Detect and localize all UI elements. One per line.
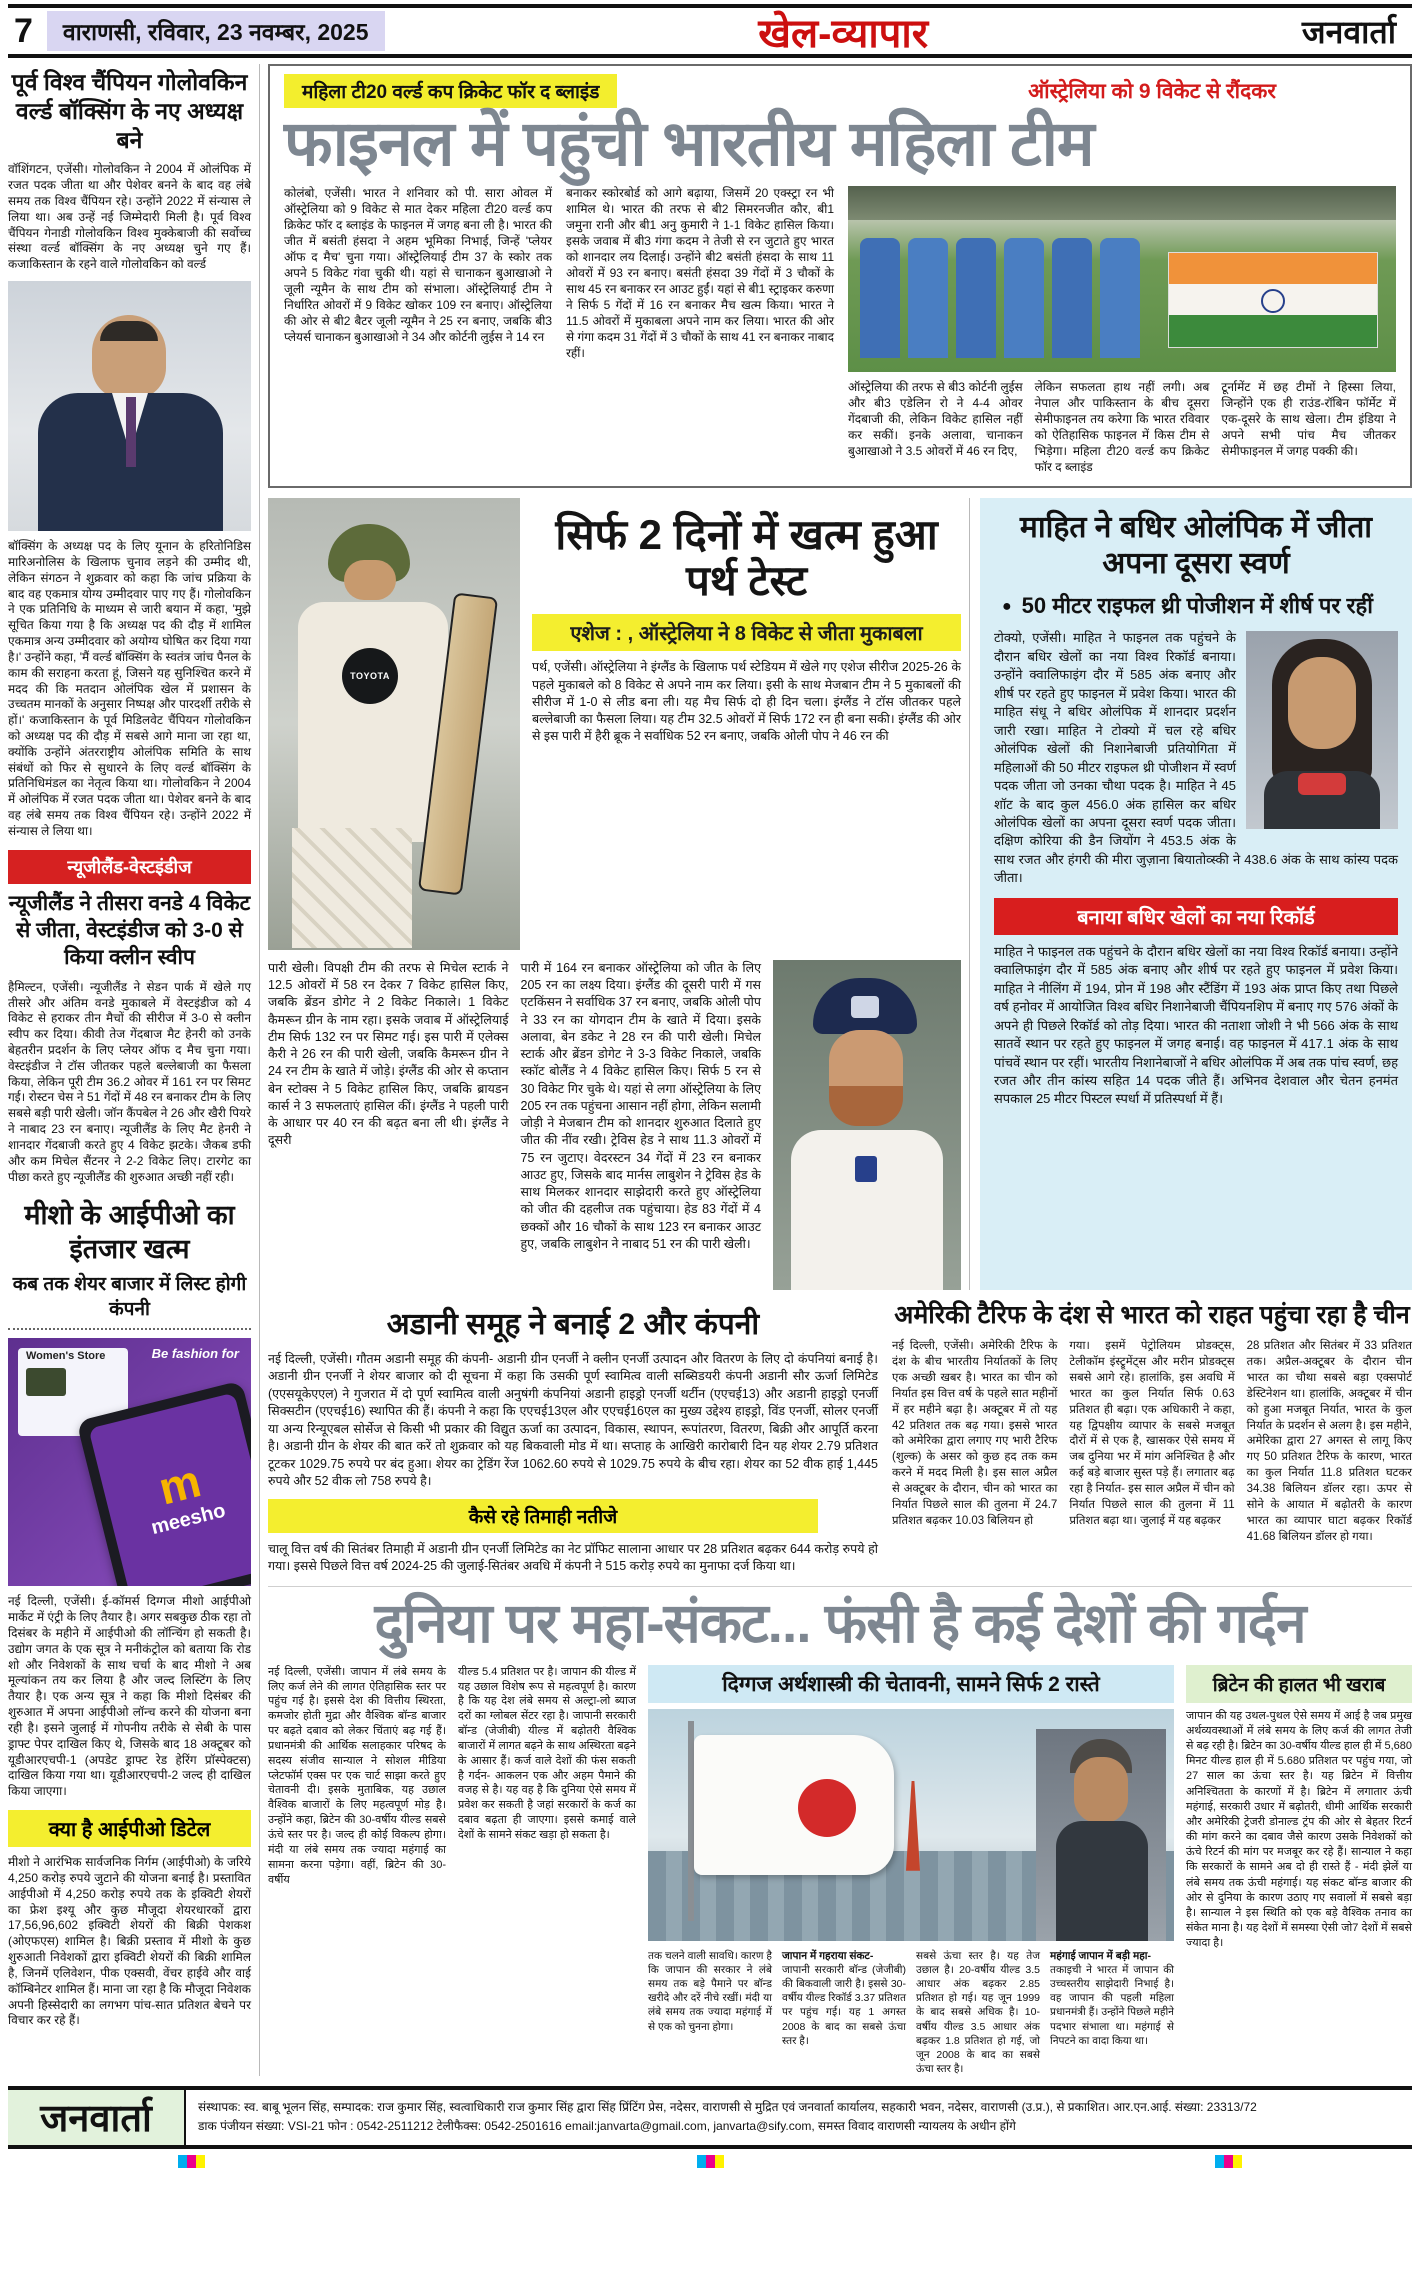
footer-line-2: डाक पंजीयन संख्या: VSI-21 फोन : 0542-2511212 टेलीफैक्स: 0542-2501616 email:janvarta@gmail.com, janvarta@sify.com, समस्त विवाद वाराणसी न्यायलय के अधीन होंगे: [198, 2119, 1016, 2134]
golovkin-body-1: वॉशिंगटन, एजेंसी। गोलोवकिन ने 2004 में ओलंपिक में रजत पदक जीता था और पेशेवर बनने के बाद वह लंबे समय तक विश्व चैंपियन रहे। उन्होंने 2022 में संन्यास ले लिया था। अब उन्हें नई जिम्मेदारी मिली है। पूर्व विश्व चैंपियन गेनाडी गोलोवकिन विश्व मुक्केबाजी की सर्वोच्च संस्था वर्ल्ड बॉक्सिंग के नए अध्यक्ष चुने गए हैं। कजाकिस्तान के रहने वाले गोलोवकिन को वर्ल्ड: [8, 162, 251, 272]
crisis-japan-col-b: [782, 1949, 906, 2077]
britain-header: ब्रिटेन की हालत भी खराब: [1186, 1665, 1412, 1703]
cmyk-mark-icon: [178, 2155, 205, 2168]
golovkin-body-2: बॉक्सिंग के अध्यक्ष पद के लिए यूनान के हरितोनिडिस मारिअनोलिस के खिलाफ चुनाव लड़ने की उम्मीद थी, लेकिन संगठन ने शुक्रवार को कहा कि जांच प्रक्रिया के बाद वह एकमात्र योग्य उम्मीदवार पाए गए हैं। गोलोवकिन ने एक प्रतिनिधि के माध्यम से जारी बयान में कहा, 'मुझे सूचित किया गया है कि अध्यक्ष पद की दौड़ में शामिल एकमात्र अन्य उम्मीदवार को अयोग्य घोषित कर दिया गया है।' उन्होंने कहा, 'मैं वर्ल्ड बॉक्सिंग के स्वतंत्र जांच पैनल के काम की सराहना करता हूं, जिसने यह सुनिश्चित करने में मदद की कि मतदान ओलंपिक खेल में प्रशासन के उच्चतम मानकों के अनुसार निष्पक्ष और पारदर्शी तरीके से हों।' कजाकिस्तान के पूर्व मिडिलवेट चैंपियन गोलोवकिन को अध्यक्ष पद की दौड़ में सबसे आगे माना जा रहा था, क्योंकि उन्होंने अंतरराष्ट्रीय ओलंपिक समिति के साथ संबंधों को फिर से सुधारने के लिए वर्ल्ड बॉक्सिंग के प्रतिनिधिमंडल का नेतृत्व किया था। गोलोवकिन ने 2004 में ओलंपिक में रजत पदक जीता था। पेशेवर बनने के बाद वह लंबे समय तक विश्व चैंपियन रहे। उन्होंने 2022 में संन्यास ले लिया था।: [8, 539, 251, 838]
batsman-pads: [292, 828, 412, 948]
mahit-headline: माहित ने बधिर ओलंपिक में जीता अपना दूसरा स्वर्ण: [1019, 510, 1373, 580]
page-header: [8, 4, 1412, 58]
footer-line-1: संस्थापक: स्व. बाबू भूलन सिंह, सम्पादक: राज कुमार सिंह, स्वत्वाधिकारी राज कुमार सिंह द्वारा सिंह प्रिंटिंग प्रेस, नदेसर, वाराणसी से मुद्रित एवं जनवार्ता कार्यालय, सहकारी भवन, नदेसर, वाराणसी (उ.प्र.), से प्रकाशित। आर.एन.आई. संख्या: 23313/72: [198, 2100, 1257, 2115]
mahit-body-2: माहित ने फाइनल तक पहुंचने के दौरान बधिर खेलों का नया विश्व रिकॉर्ड बनाया। उन्होंने क्वालिफाइंग दौर में 585 अंक बनाए और शीर्ष पर रहते हुए फाइनल में प्रवेश किया। माहित ने नीलिंग में 194, प्रोन में 198 और स्टैंडिंग में 193 अंक प्राप्त किए तथा पिछले वर्ष हनोवर में आयोजित विश्व बधिर निशानेबाजी चैंपियनशिप में बनाए गए 576 अंकों के अपने ही पिछले रिकॉर्ड को तोड़ दिया। भारत की नताशा जोशी ने भी 566 अंक के साथ सातवें स्थान पर रहते हुए फाइनल में जगह बनाई। वह फाइनल में 417.1 अंक के साथ पांचवें स्थान पर रहीं। भारतीय निशानेबाजों ने बधिर ओलंपिक में अब तक पांच स्वर्ण, छह रजत और तीन कांस्य सहित 14 पदक जीते हैं। अभिनव देशवाल और चेतन हनमंत सपकाल 25 मीटर पिस्टल स्पर्धा में प्रतिस्पर्धा में हैं।: [994, 943, 1398, 1107]
golovkin-tie: [126, 397, 136, 467]
japan-flag: [694, 1735, 894, 1875]
dateline: वाराणसी, रविवार, 23 नवम्बर, 2025: [47, 11, 385, 51]
registration-marks: [8, 2149, 1412, 2168]
article-perth-test: [268, 498, 970, 1290]
golovkin-headline: पूर्व विश्व चैंपियन गोलोवकिन वर्ल्ड बॉक्सिंग के नए अध्यक्ष बने: [11, 69, 248, 153]
cricket-headline: फाइनल में पहुंची भारतीय महिला टीम: [284, 109, 1094, 179]
adani-results-header: कैसे रहे तिमाही नतीजे: [268, 1499, 818, 1533]
cricket-kicker-row: [284, 74, 1396, 108]
batsman-shirt: [298, 602, 448, 842]
mahit-collar: [1298, 773, 1346, 795]
adani-headline: अडानी समूह ने बनाई 2 और कंपनी: [386, 1307, 760, 1341]
meesho-subhead: कब तक शेयर बाजार में लिस्ट होगी कंपनी: [8, 1273, 251, 1330]
meesho-banner-label: Be fashion for: [151, 1346, 239, 1362]
photo-india-women-team: [848, 186, 1396, 372]
cricket-col-4: लेकिन सफलता हाथ नहीं लगी। अब नेपाल और पाकिस्तान के बीच दूसरा सेमीफाइनल तय करेगा कि भारत रविवार को ऐतिहासिक फाइनल में किस टीम से भिड़ेगा। महिला टी20 वर्ल्ड कप क्रिकेट फॉर द ब्लाइंड: [1034, 380, 1210, 475]
crisis-center: [648, 1665, 1174, 2077]
tariff-col-3: 28 प्रतिशत और सितंबर में 33 प्रतिशत तक। अप्रैल-अक्टूबर के दौरान चीन भारत का चौथा सबसे बड़ा एक्सपोर्ट डेस्टिनेशन था। हालांकि, अक्टूबर में चीन को हुआ मजबूत निर्यात, भारत के कुल निर्यात के प्रदर्शन से अलग है। इस महीने, अमेरिका द्वारा 27 अगस्त से लागू किए गए 50 प्रतिशत टैरिफ के कारण, भारत का कुल निर्यात 11.8 प्रतिशत घटकर 34.38 बिलियन डॉलर रहा। ऊपर से सोने के आयात में बढ़ोतरी के कारण भारत का व्यापार घाटा बढ़कर रिकॉर्ड 41.68 बिलियन डॉलर हो गया।: [1246, 1340, 1412, 1543]
sanyal-portrait: [1036, 1729, 1166, 1941]
tariff-cols: [892, 1339, 1412, 1545]
toyota-logo-text: TOYOTA: [350, 670, 390, 681]
mahit-bullet-text: 50 मीटर राइफल थ्री पोजीशन में शीर्ष पर रहीं: [1021, 592, 1373, 618]
crisis-japan-col-a: तक चलने वाली सावधि। कारण है कि जापान की सरकार ने लंबे समय तक बड़े पैमाने पर बॉन्ड खरीदे और दरें नीचे रखीं। मंदी या लंबे समय तक ज्यादा महंगाई में से एक को चुनना होगा।: [648, 1949, 772, 2033]
batsman-face: [344, 560, 396, 600]
cricket-col-5: टूर्नामेंट में छह टीमों ने हिस्सा लिया, जिन्होंने एक ही राउंड-रॉबिन फॉर्मेट में एक-दूसरे के साथ खेला। टीम इंडिया ने अपने सभी पांच मैच जीतकर सेमीफाइनल में जगह पक्की की।: [1221, 380, 1397, 459]
crisis-row: [268, 1665, 1412, 2077]
perth-top: [268, 498, 961, 950]
page-content: [8, 58, 1412, 2076]
golovkin-hair: [100, 321, 158, 341]
crisis-japan-col-d: [1050, 1949, 1174, 2077]
meesho-logo-text: meesho: [149, 1500, 228, 1540]
mahit-body-1: टोक्यो, एजेंसी। माहित ने फाइनल तक पहुंचने के दौरान बधिर खेलों का नया विश्व रिकॉर्ड बनाया। उन्होंने क्वालिफाइंग दौर में 585 अंक बनाए और शीर्ष पर रहते हुए फाइनल में प्रवेश किया। भारत की माहित संधू ने बधिर ओलंपिक में शानदार प्रदर्शन जारी रखा। माहित ने टोक्यो में चल रहे बधिर ओलंपिक खेलों की निशानेबाजी प्रतियोगिता में महिलाओं की 50 मीटर राइफल थ्री पोजीशन में स्वर्ण पदक जीता जो उनका चौथा पदक है। माहित ने 45 शॉट के बाद कुल 456.0 अंक हासिल कर बधिर ओलंपिक खेलों का अपना दूसरा स्वर्ण पदक जीता। दक्षिण कोरिया की डैन जियोंग ने 453.5 अंक के साथ रजत और हंगरी की मीरा जुज़ाना बियातोव्स्की ने 438.6 अंक के साथ कांस्य पदक जीता।: [994, 630, 1398, 886]
team-players: [860, 238, 1140, 358]
footer-masthead: जनवार्ता: [8, 2090, 186, 2144]
perth-body-3: पारी में 164 रन बनाकर ऑस्ट्रेलिया को जीत के लिए 205 रन का लक्ष्य दिया। इंग्लैंड की दूसरी पारी में गस एटकिंसन ने सर्वाधिक 37 रन बनाए, जबकि ओली पोप ने 33 रन का योगदान टीम के खाते में दिया। इसके अलावा, बेन डकेट ने 28 रन की पारी खेली। मिचेल स्टार्क और ब्रेंडन डोगेट ने 3-3 विकेट निकाले, जबकि स्कॉट बोलैंड ने 4 विकेट हासिल किए। सिर्फ 5 रन से 30 विकेट गिर चुके थे। यहां से लगा ऑस्ट्रेलिया के लिए 205 रन तक पहुंचना आसान नहीं होगा, लेकिन सलामी जोड़ी ने मेजबान टीम को शानदार शुरुआत दिलाते हुए जीत की नींव रखी। ट्रेविस हेड ने साथ 11.3 ओवरों में 75 रन जुटाए। वेदरस्टन 34 गेंदों में 23 रन बनाकर आउट हुए, जिसके बाद मार्नस लाबुशेन ने ट्रेविस हेड के साथ मिलकर शानदार साझेदारी करते हुए ऑस्ट्रेलिया को जीत की दहलीज तक पहुंचाया। हेड 83 गेंदों में 4 छक्कों और 16 चौकों के साथ 123 रन बनाकर आउट हुए, जबकि लाबुशेन ने नाबाद 51 रन की पारी खेली।: [520, 960, 761, 1251]
crisis-subhead: दिग्गज अर्थशास्त्री की चेतावनी, सामने सिर्फ 2 रास्ते: [648, 1665, 1174, 1703]
crisis-headline: दुनिया पर महा-संकट... फंसी है कई देशों की गर्दन: [374, 1591, 1306, 1654]
middle-row: [268, 498, 1412, 1290]
section-title: खेल-व्यापार: [758, 11, 929, 56]
mahit-face: [1288, 657, 1356, 749]
cmyk-mark-icon: [1215, 2155, 1242, 2168]
masthead: जनवार्ता: [1301, 13, 1396, 50]
article-world-crisis: [268, 1586, 1412, 2076]
cricket-body: [284, 186, 1396, 476]
page-number: 7: [14, 11, 33, 50]
photo-ben-stokes: [773, 960, 961, 1290]
stokes-shirt: [791, 1130, 943, 1290]
meesho-headline: मीशो के आईपीओ का इंतजार खत्म: [24, 1200, 235, 1265]
stokes-shirt-crest: [855, 1156, 877, 1182]
cricket-subcols: [848, 380, 1396, 476]
article-meesho: [8, 1199, 251, 2029]
article-mahit: [980, 498, 1412, 1290]
perth-bottom: [268, 960, 961, 1290]
team-photo-stand: [848, 186, 1396, 220]
crisis-japan-col-c: सबसे ऊंचा स्तर है। यह तेज उछाल है। 20-वर्षीय यील्ड 3.5 आधार अंक बढ़कर 2.85 प्रतिशत हो गई। यह जून 1999 के बाद सबसे अधिक है। 10-वर्षीय यील्ड 3.5 आधार अंक बढ़कर 1.8 प्रतिशत हो गई, जो जून 2008 के बाद का सबसे ऊंचा स्तर है।: [916, 1949, 1040, 2076]
meesho-m-icon: m: [153, 1454, 206, 1515]
japan-col-b-text: जापानी सरकारी बॉन्ड (जेजीबी) की बिकवाली जारी है। इससे 30-वर्षीय यील्ड रिकॉर्ड 3.37 प्रतिशत पर पहुंच गई। यह 1 अगस्त 2008 के बाद का सबसे ऊंचा स्तर है।: [782, 1963, 906, 2047]
tariff-col-2: गया। इसमें पेट्रोलियम प्रोडक्ट्स, टेलीकॉम इंस्ट्रूमेंट्स और मरीन प्रोडक्ट्स सबसे आगे रहे। हालांकि, इस अवधि में भारत का कुल निर्यात सिर्फ 0.63 प्रतिशत ही बढ़ा। एक अधिकारी ने कहा, यह द्विपक्षीय व्यापार के सबसे मजबूत दौरों में से एक है, खासकर ऐसे समय में जब दुनिया भर में मांग अनिश्चित है और कई बड़े बाजार सुस्त पड़े हैं। लगातार बढ़ रहा है निर्यात- इस साल अप्रैल में चीन को निर्यात पिछले साल की तुलना में 11 प्रतिशत बढ़ा था। जुलाई में यह बढ़कर: [1069, 1340, 1235, 1527]
cricket-col-1: कोलंबो, एजेंसी। भारत ने शनिवार को पी. सारा ओवल में ऑस्ट्रेलिया को 9 विकेट से मात देकर महिला टी20 वर्ल्ड कप क्रिकेट फॉर द ब्लाइंड के फाइनल में जगह बना ली है। भारत की जीत में बसंती हंसदा ने अहम भूमिका निभाई, जिन्हें 'प्लेयर ऑफ द मैच' चुना गया। ऑस्ट्रेलियाई टीम 37 के स्कोर तक अपने 5 विकेट गंवा चुकी थी। यहां से चानाकन बुआखाओ ने जूली न्यूमैन के साथ टीम को संभाला। ऑस्ट्रेलियाई टीम ने निर्धारित ओवरों में 9 विकेट खोकर 109 रन बनाए। ऑस्ट्रेलिया की ओर से बी2 बैटर जूली न्यूमैन ने 25 रन बनाए, जबकि बी3 प्लेयर्स चानाकन बुआखाओ ने 34 और कोर्टनी लुईस ने 14 रन: [284, 186, 552, 344]
tariff-col-1: नई दिल्ली, एजेंसी। अमेरिकी टैरिफ के दंश के बीच भारतीय निर्यातकों के लिए एक अच्छी खबर है। भारत का चीन को निर्यात इस वित्त वर्ष के पहले सात महीनों में हर महीने बढ़ा है। अक्टूबर में तो यह 42 प्रतिशत तक बढ़ गया। इससे भारत को अमेरिका द्वारा लगाए गए भारी टैरिफ (शुल्क) के असर को कुछ हद तक कम करने में मदद मिली है। इस साल अप्रैल से अक्टूबर के दौरान, चीन को भारत का निर्यात पिछले साल की तुलना में 24.7 प्रतिशत बढ़कर 10.03 बिलियन हो: [892, 1340, 1058, 1527]
perth-subhead: एशेज : , ऑस्ट्रेलिया ने 8 विकेट से जीता मुकाबला: [532, 614, 961, 651]
meesho-body-1: नई दिल्ली, एजेंसी। ई-कॉमर्स दिग्गज मीशो आईपीओ मार्केट में एंट्री के लिए तैयार है। अगर सबकुछ ठीक रहा तो दिसंबर के महीने में आईपीओ की लॉन्चिंग हो सकती है। उद्योग जगत के एक सूत्र ने मनीकंट्रोल को बताया कि रोड शो और निवेशकों के साथ चर्चा के बाद मीशो ने अब मूल्यांकन तय कर लिया है और जल्द लिस्टिंग के लिए तैयार है। एक अन्य सूत्र ने कहा कि मीशो दिसंबर की शुरुआत में अपना आईपीओ लॉन्च करने की योजना बना रही है। इसने जुलाई में गोपनीय तरीके से सेबी के पास ड्राफ्ट पेपर दाखिल किए थे, जिसके बाद 18 अक्टूबर को यूडीआरएचपी-1 (अपडेट ड्राफ्ट रेड हेरिंग प्रॉस्पेक्टस) दाखिल किया गया था। यूडीआरएचपी-2 जल्द ही दाखिल किया जाएगा।: [8, 1594, 251, 1799]
adani-body-2: चालू वित्त वर्ष की सितंबर तिमाही में अडानी ग्रीन एनर्जी लिमिटेड का नेट प्रॉफिट सालाना आधार पर 28 प्रतिशत बढ़कर 644 करोड़ रुपये हो गया। इससे पिछले वित्त वर्ष 2024-25 की जुलाई-सितंबर अवधि में कंपनी ने 515 करोड़ रुपये का मुनाफा दर्ज किया था।: [268, 1541, 878, 1574]
main-column: [268, 64, 1412, 2076]
cmyk-mark-icon: [697, 2155, 724, 2168]
cricket-right-block: [848, 186, 1396, 476]
meesho-ipo-detail-header: क्या है आईपीओ डिटेल: [8, 1810, 251, 1847]
india-flag: [1168, 252, 1378, 348]
japan-col-d-text: तकाइची ने भारत में जापान की उच्चस्तरीय साझेदारी निभाई है। वह जापान की पहली महिला प्रधानमंत्री हैं। उन्होंने पिछले महीने पदभार संभाला था। महंगाई से निपटने का वादा किया था।: [1050, 1963, 1174, 2047]
england-crest: [851, 996, 879, 1018]
photo-golovkin-portrait: [8, 281, 251, 531]
stokes-beard: [829, 1086, 903, 1126]
perth-headline: सिर्फ 2 दिनों में खत्म हुआ पर्थ टेस्ट: [555, 510, 938, 605]
nzwi-headline: न्यूजीलैंड ने तीसरा वनडे 4 विकेट से जीता, वेस्टइंडीज को 3-0 से किया क्लीन स्वीप: [8, 891, 251, 970]
mahit-record-header: बनाया बधिर खेलों का नया रिकॉर्ड: [994, 898, 1398, 935]
toyota-logo: [342, 648, 398, 704]
lower-row: [268, 1300, 1412, 1576]
photo-japan-crisis: [648, 1709, 1174, 1941]
article-britain: [1186, 1665, 1412, 2077]
perth-right: [532, 498, 961, 950]
crisis-col-2: यील्ड 5.4 प्रतिशत पर है। जापान की यील्ड में यह उछाल विशेष रूप से महत्वपूर्ण है। कारण है कि यह देश लंबे समय से अल्ट्रा-लो ब्याज दरों का ग्लोबल सेंटर रहा है। जापानी सरकारी बॉन्ड (जेजीबी) यील्ड में बढ़ोतरी वैश्विक बाजारों में लागत बढ़ने के साथ अस्थिरता बढ़ने के आसार हैं। कर्ज वाले देशों की फंस सकती है गर्दन- आकलन एक और अहम पैमाने की वजह से है। यह वह है कि दुनिया ऐसे समय में प्रवेश कर सकती है जहां सरकारों के कर्ज का दबाव बढ़ता ही जाएगा। इससे कमाई वाले देशों के सामने संकट खड़ा हो सकता है।: [458, 1665, 636, 1841]
nzwi-body: हैमिल्टन, एजेंसी। न्यूजीलैंड ने सेडन पार्क में खेले गए तीसरे और अंतिम वनडे मुकाबले में वेस्टइंडीज को 4 विकेट से हराकर तीन मैचों की सीरीज में 3-0 से क्लीन स्वीप कर दिया। कीवी तेज गेंदबाज मैट हेनरी को उनके बेहतरीन प्रदर्शन के लिए प्लेयर ऑफ द मैच चुना गया। वेस्टइंडीज ने टॉस जीतकर पहले बल्लेबाजी का फैसला किया, लेकिन पूरी टीम 36.2 ओवर में 161 रन पर सिमट गई। रोस्टन चेस ने 51 गेंदों में 48 रन बनाकर टीम के लिए सबसे बड़ी पारी खेली। जॉन कैंपबेल ने 26 और खैरी पियरे ने नाबाद 23 रन बनाए। न्यूजीलैंड के लिए मैट हेनरी ने शानदार गेंदबाजी करते हुए 4 विकेट झटके। जैकब डफी और कम मिचेल सैंटनर ने 2-2 विकेट लिए। टारगेट का पीछा करते हुए न्यूजीलैंड की शुरुआत अच्छी नहीं रही।: [8, 979, 251, 1184]
meesho-body-2: मीशो ने आरंभिक सार्वजनिक निर्गम (आईपीओ) के जरिये 4,250 करोड़ रुपये जुटाने की योजना बनाई है। प्रस्तावित आईपीओ में 4,250 करोड़ रुपये तक के इक्विटी शेयरों का फ्रेश इश्यू और कुछ मौजूदा शेयरधारकों द्वारा 17,56,96,602 इक्विटी शेयरों की बिक्री पेशकश (ओएफएस) शामिल है। बिक्री प्रस्ताव में मीशो के कुछ शुरुआती निवेशकों द्वारा इक्विटी शेयरों की बिक्री शामिल है, जिनमें एलिवेशन, पीक एक्सवी, वेंचर हाईवे और वाई कॉम्बिनेटर शामिल हैं। माना जा रहा है कि मौजूदा निवेशक अपनी हिस्सेदारी का लगभग पांच-सात प्रतिशत बेचने पर विचार कर रहे हैं।: [8, 1855, 251, 2028]
article-golovkin: [8, 68, 251, 840]
article-nzwi: [8, 850, 251, 1186]
crisis-under-cols: [648, 1949, 1174, 2077]
crisis-col-1: नई दिल्ली, एजेंसी। जापान में लंबे समय के लिए कर्ज लेने की लागत ऐतिहासिक स्तर पर पहुंच गई है। इससे देश की वित्तीय स्थिरता, कमजोर होती मुद्रा और वैश्विक बॉन्ड बाजार पर बढ़ते दबाव को लेकर चिंताएं बढ़ गई हैं। प्रधानमंत्री की आर्थिक सलाहकार परिषद के सदस्य संजीव सान्याल ने सोशल मीडिया प्लेटफॉर्म एक्स पर एक चार्ट साझा करते हुए चेतावनी दी। इसके मुताबिक, यह उछाल वैश्विक बाजारों के लिए महत्वपूर्ण मोड़ है। उन्होंने कहा, ब्रिटेन की 30-वर्षीय यील्ड सबसे ऊंचे स्तर पर है। जल्द ही कोई विकल्प होगा। मंदी या लंबे समय तक ज्यादा महंगाई का सामना करना पड़ेगा। वहीं, ब्रिटेन की 30-वर्षीय: [268, 1665, 446, 1886]
page-footer: [8, 2086, 1412, 2148]
mahit-body-wrap: [994, 629, 1398, 887]
cricket-col-3: ऑस्ट्रेलिया की तरफ से बी3 कोर्टनी लुईस और बी3 एडेलिन रो ने 4-4 ओवर गेंदबाजी की, लेकिन विकेट हासिल नहीं कर सकीं। इनके अलावा, चानाकन बुआखाओ ने 3.5 ओवरों में 46 रन दिए,: [848, 380, 1023, 459]
japan-col-b-lead: जापान में गहराया संकट-: [782, 1949, 874, 1962]
mahit-bullet: [1002, 592, 1398, 620]
adani-body-1: नई दिल्ली, एजेंसी। गौतम अडानी समूह की कंपनी- अडानी ग्रीन एनर्जी ने क्लीन एनर्जी उत्पादन और वितरण के लिए दो कंपनियां बनाई है। अडानी ग्रीन एनर्जी ने शेयर बाजार को दी सूचना में कहा कि उसकी पूर्ण स्वामित्व वाली सब्सिडयरी कंपनी अडानी सौर ऊर्जा लिमिटेड (एएसयूकेएएल) ने गुजरात में दो पूर्ण स्वामित्व वाली अनुषंगी कंपनियां अडानी हाइड्रो एनर्जी थर्टीन (एएचई13) और अडानी हाइड्रो एनर्जी सिक्सटीन (एएचई16) स्थापित की हैं। कंपनी ने कहा कि एएचई13एल और एएचई16एल का मुख्य उद्देश्य हाइड्रो, विंड एनर्जी, सोलर एनर्जी या अन्य रिन्यूएबल सोर्सेज से किसी भी प्रकार की विद्युत ऊर्जा का उत्पादन, विकास, स्थापन, रूपांतरण, वितरण, बिक्री और आपूर्ति करना है। अडानी ग्रीन के शेयर की बात करें तो शुक्रवार को यह बिकवाली मोड में था। सप्ताह के आखिरी कारोबारी दिन यह शेयर 2.79 प्रतिशत टूटकर 1029.75 रुपये पर बंद हुआ। शेयर का ट्रेडिंग रेंज 1062.60 रुपये से 1029.75 रुपये के बीच रहा। शेयर का 52 वीक हाई 1,445 रुपये और 52 वीक लो 758 रुपये है।: [268, 1351, 878, 1489]
perth-body-1: पर्थ, एजेंसी। ऑस्ट्रेलिया ने इंग्लैंड के खिलाफ पर्थ स्टेडियम में खेले गए एशेज सीरीज 2025-26 के पहले मुकाबले को 8 विकेट से अपने नाम कर लिया। इसी के साथ मेजबान टीम ने 5 मुकाबलों की सीरीज में 1-0 से लीड बना ली। यह मैच सिर्फ दो ही दिन चला। इंग्लैंड ने टॉस जीतकर पहले बल्लेबाजी का फैसला लिया। यह टीम 32.5 ओवरों में सिर्फ 172 रन ही बना सकी। इंग्लैंड की ओर से इस पारी में हैरी ब्रूक ने सर्वाधिक 52 रन बनाए, जबकि ओली पोप ने 46 रन की: [532, 660, 961, 744]
article-cricket-final: [268, 64, 1412, 488]
footer-imprint: [186, 2090, 1269, 2144]
nzwi-kicker: न्यूजीलैंड-वेस्टइंडीज: [8, 850, 251, 884]
bullet-icon: ●: [1002, 598, 1012, 616]
article-adani: [268, 1300, 878, 1576]
cricket-col-2: बनाकर स्कोरबोर्ड को आगे बढ़ाया, जिसमें 20 एक्स्ट्रा रन भी शामिल थे। भारत की तरफ से बी2 सिमरनजीत कौर, बी1 जमुना रानी और बी1 अनु कुमारी ने 1-1 विकेट हासिल किया। इसके जवाब में बी3 गंगा कदम ने तेजी से रन जुटाते हुए भारत को शानदार लय दिलाई। उन्होंने बी2 बसंती हंसदा के साथ 11 ओवरों में 93 रन बनाए। बसंती हंसदा 39 गेंदों में 3 चौकों के साथ 45 रन बनाकर रन आउट हुईं। यहां से बी1 स्ट्राइकर करुणा ने सिर्फ 5 गेंदों में 16 रन बनाकर मैच खत्म किया। भारत ने 11.5 ओवरों में मुकाबला अपने नाम कर लिया। भारत की ओर से गंगा कदम 31 गेंदों में 3 चौकों के साथ 41 रन बनाकर नाबाद रहीं।: [566, 186, 834, 360]
meesho-store-label: Women's Store: [26, 1350, 106, 1363]
japan-col-d-lead: महंगाई जापान में बड़ी महा-: [1050, 1949, 1152, 1962]
cricket-kicker-red: ऑस्ट्रेलिया को 9 विकेट से रौंदकर: [1028, 80, 1276, 103]
photo-mahit-sandhu: [1246, 631, 1398, 829]
perth-body-2: पारी खेली। विपक्षी टीम की तरफ से मिचेल स्टार्क ने 12.5 ओवरों में 58 रन देकर 7 विकेट हासिल किए, जबकि ब्रेंडन डोगेट ने 2 विकेट निकाले। 1 विकेट कैमरून ग्रीन के नाम रहा। इसके जवाब में ऑस्ट्रेलियाई टीम सिर्फ 132 रन पर सिमट गई। इस पारी में एलेक्स कैरी ने 26 रन की पारी खेली, जबकि कैमरून ग्रीन ने 24 रन टीम के खाते में जोड़े। इंग्लैंड की ओर से कप्तान बेन स्टोक्स ने 5 विकेट हासिल किए, जबकि ब्रायडन कार्स ने 3 सफलताएं हासिल कीं। इंग्लैंड ने पहली पारी के आधार पर 40 रन की बढ़त बना ली थी। इंग्लैंड ने दूसरी: [268, 960, 509, 1148]
britain-body: जापान की यह उथल-पुथल ऐसे समय में आई है जब प्रमुख अर्थव्यवस्थाओं में लंबे समय के लिए कर्ज की लागत तेजी से बढ़ रही है। ब्रिटेन का 30-वर्षीय यील्ड हाल ही में 5,680 मिनट यील्ड हाल ही में 5.680 प्रतिशत पर पहुंच गया, जो 27 साल का ऊंचा स्तर है। यह ब्रिटेन में वित्तीय अनिश्चितता के कारणों में है। ब्रिटेन में लगातार ऊंची महंगाई, सरकारी उधार में बढ़ोतरी, धीमी आर्थिक सरकारी और अमेरिकी ट्रेजरी डोनाल्ड ट्रंप की ओर से बेहतर रिटर्न की मांग करने का दबाव जैसे कारण उसके निवेशकों को ऊंचे रिटर्न की मांग पर मजबूर कर रहे हैं। सान्याल ने कहा कि सरकारों के सामने अब दो ही रास्ते हैं - मंदी झेलें या लंबे समय तक ऊंची महंगाई। यह संकट बॉन्ड बाजार की ओर से दुनिया के कारण उठाए गए सवालों में सबसे बड़ा है। सान्याल ने इस स्थिति को एक बड़े वैश्विक तनाव का संकेत माना है। यह देशों में समस्या ऐसी जो7 देशों में सबसे ज्यादा है।: [1186, 1709, 1412, 1950]
article-tariff: [892, 1300, 1412, 1576]
left-column: [8, 64, 260, 2076]
photo-meesho-app: [8, 1338, 251, 1586]
tariff-headline: अमेरिकी टैरिफ के दंश से भारत को राहत पहुंचा रहा है चीन: [894, 1300, 1410, 1329]
cricket-kicker-yellow: महिला टी20 वर्ल्ड कप क्रिकेट फॉर द ब्लाइंड: [284, 74, 617, 108]
tokyo-tower: [906, 1781, 920, 1871]
meesho-product-thumb: [26, 1368, 66, 1396]
photo-australia-batsman: [268, 498, 520, 950]
